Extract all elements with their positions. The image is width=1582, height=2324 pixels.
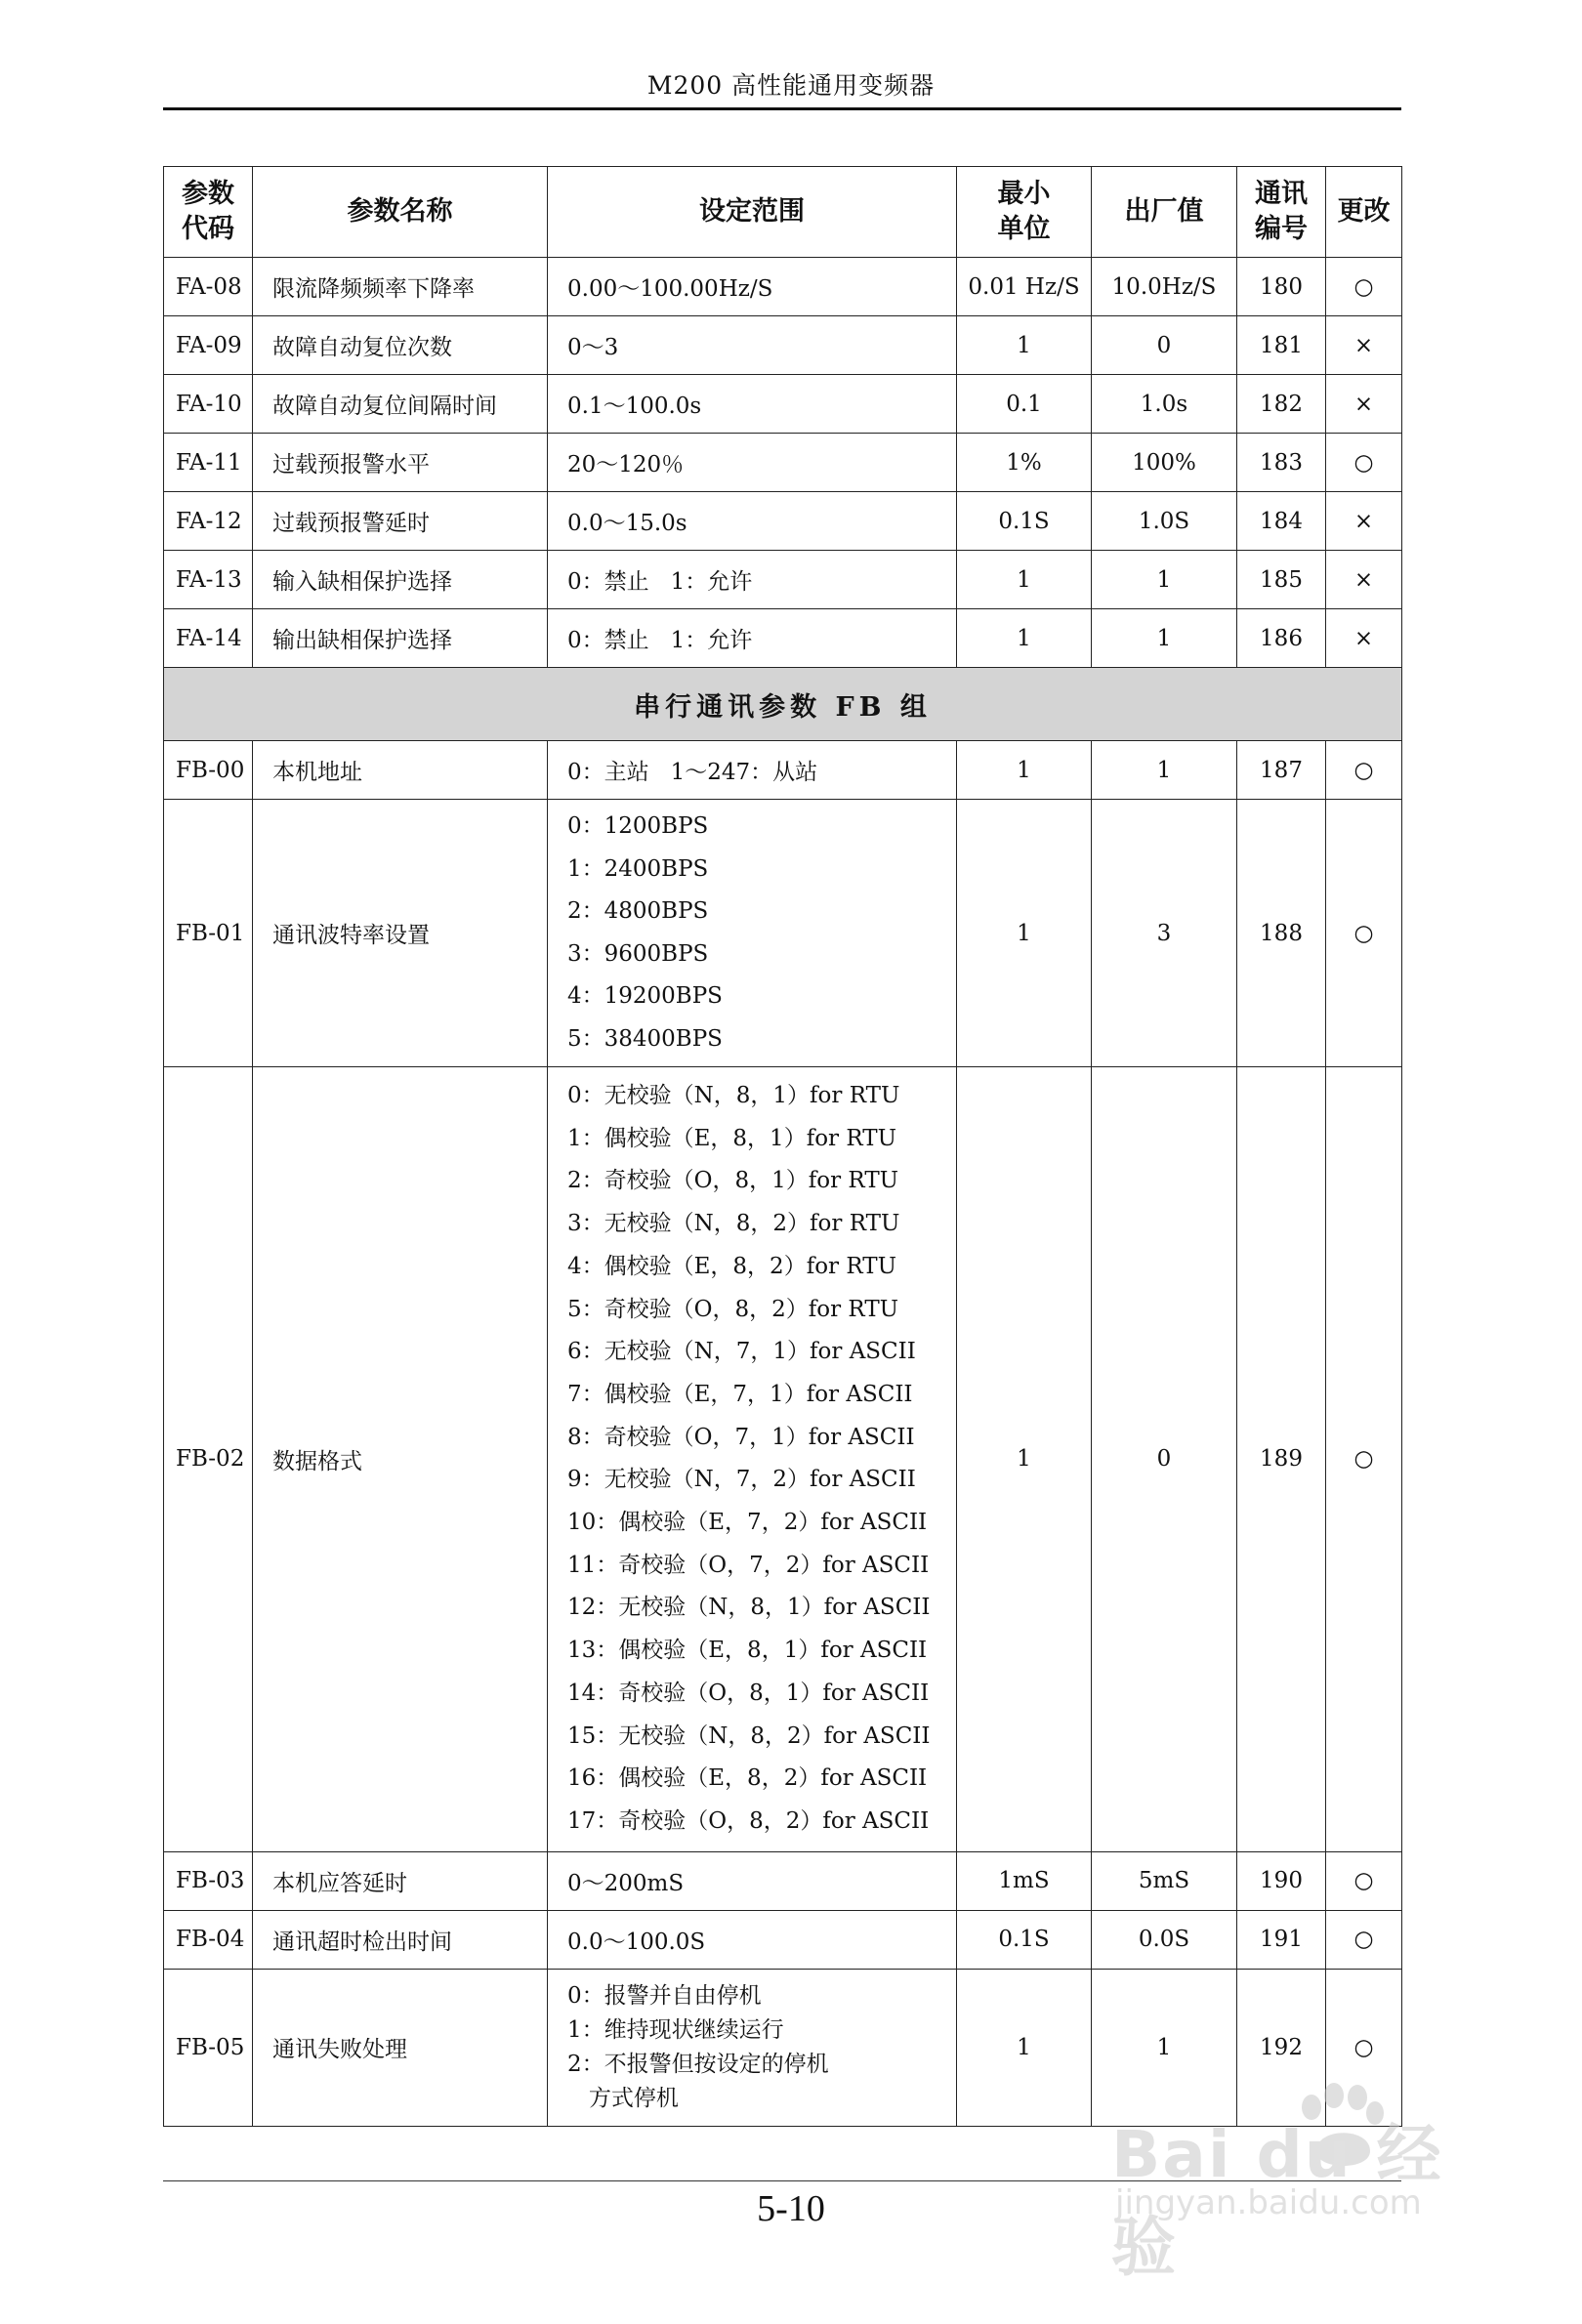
param-code: FA-08 — [164, 258, 253, 316]
param-name: 本机应答延时 — [253, 1851, 548, 1910]
param-range: 0.1～100.0s — [548, 375, 957, 434]
table-row — [164, 609, 1402, 668]
param-default: 1 — [1092, 551, 1237, 609]
param-comm-id: 186 — [1237, 609, 1326, 668]
option-item: 7：偶校验（E，7，1）for ASCII — [567, 1381, 913, 1407]
param-comm-id: 184 — [1237, 492, 1326, 551]
param-modify: ○ — [1326, 1851, 1402, 1910]
baidu-watermark — [1111, 2068, 1482, 2285]
option-item: 5：38400BPS — [567, 1025, 723, 1052]
option-item: 3：无校验（N，8，2）for RTU — [567, 1211, 900, 1237]
option-item: 4：偶校验（E，8，2）for RTU — [567, 1253, 896, 1279]
param-min-unit: 1% — [957, 434, 1092, 492]
param-comm-id: 183 — [1237, 434, 1326, 492]
page-header-title: M200 高性能通用变频器 — [646, 71, 936, 100]
param-comm-id: 191 — [1237, 1910, 1326, 1969]
param-comm-id: 180 — [1237, 258, 1326, 316]
param-range: 20～120％ — [548, 434, 957, 492]
param-min-unit: 0.01 Hz/S — [957, 258, 1092, 316]
option-item: 2：奇校验（O，8，1）for RTU — [567, 1168, 899, 1194]
option-item: 2：不报警但按设定的停机 — [567, 2051, 829, 2077]
param-min-unit: 1 — [957, 316, 1092, 375]
param-name: 过载预报警水平 — [253, 434, 548, 492]
param-modify: ○ — [1326, 434, 1402, 492]
header-comm-id: 通讯 编号 — [1237, 167, 1326, 258]
param-range: 0～200mS — [548, 1851, 957, 1910]
option-item: 14：奇校验（O，8，1）for ASCII — [567, 1680, 930, 1706]
table-row — [164, 492, 1402, 551]
param-modify: ○ — [1326, 1067, 1402, 1852]
param-modify: ○ — [1326, 1910, 1402, 1969]
param-comm-id: 190 — [1237, 1851, 1326, 1910]
table-row — [164, 1910, 1402, 1969]
option-item: 5：奇校验（O，8，2）for RTU — [567, 1296, 899, 1322]
option-item: 2：4800BPS — [567, 898, 709, 924]
param-default: 0 — [1092, 1067, 1237, 1852]
option-list — [567, 1067, 956, 1851]
param-range: 0.0～100.0S — [548, 1910, 957, 1969]
param-modify: × — [1326, 492, 1402, 551]
param-range: 0：主站 1～247：从站 — [548, 741, 957, 800]
param-modify: ○ — [1326, 1969, 1402, 2126]
param-min-unit: 1mS — [957, 1851, 1092, 1910]
param-name: 输入缺相保护选择 — [253, 551, 548, 609]
param-code: FB-05 — [164, 1969, 253, 2126]
table-header-row — [164, 167, 1402, 258]
parameter-table — [163, 166, 1402, 2127]
param-code: FA-14 — [164, 609, 253, 668]
header-default: 出厂值 — [1092, 167, 1237, 258]
param-range: 0：禁止 1：允许 — [548, 551, 957, 609]
param-code: FB-04 — [164, 1910, 253, 1969]
option-list — [567, 800, 956, 1066]
table-row — [164, 551, 1402, 609]
header-range: 设定范围 — [548, 167, 957, 258]
section-header-row — [164, 668, 1402, 741]
param-code: FB-01 — [164, 800, 253, 1067]
param-code: FB-00 — [164, 741, 253, 800]
option-item: 6：无校验（N，7，1）for ASCII — [567, 1339, 916, 1365]
table-row — [164, 375, 1402, 434]
table-row — [164, 1067, 1402, 1852]
watermark-brand: Bai du 经验 — [1111, 2117, 1443, 2285]
param-range — [548, 800, 957, 1067]
param-modify: ○ — [1326, 258, 1402, 316]
option-item: 8：奇校验（O，7，1）for ASCII — [567, 1424, 915, 1450]
param-min-unit: 1 — [957, 1067, 1092, 1852]
table-row — [164, 741, 1402, 800]
param-name: 限流降频频率下降率 — [253, 258, 548, 316]
option-item: 1：维持现状继续运行 — [567, 2016, 784, 2043]
param-comm-id: 185 — [1237, 551, 1326, 609]
param-comm-id: 188 — [1237, 800, 1326, 1067]
param-default: 1 — [1092, 741, 1237, 800]
watermark-url: jingyan.baidu.com — [1115, 2183, 1422, 2222]
param-default: 3 — [1092, 800, 1237, 1067]
param-modify: × — [1326, 609, 1402, 668]
option-item: 1：2400BPS — [567, 855, 709, 882]
option-item: 4：19200BPS — [567, 983, 723, 1009]
option-item: 11：奇校验（O，7，2）for ASCII — [567, 1552, 930, 1578]
param-modify: × — [1326, 316, 1402, 375]
param-min-unit: 1 — [957, 1969, 1092, 2126]
param-range: 0～3 — [548, 316, 957, 375]
param-code: FB-02 — [164, 1067, 253, 1852]
param-default: 1.0s — [1092, 375, 1237, 434]
param-range: 0：禁止 1：允许 — [548, 609, 957, 668]
header-modify: 更改 — [1326, 167, 1402, 258]
option-item: 方式停机 — [567, 2085, 679, 2111]
option-item: 16：偶校验（E，8，2）for ASCII — [567, 1765, 928, 1792]
param-default: 0.0S — [1092, 1910, 1237, 1969]
header-min-unit: 最小 单位 — [957, 167, 1092, 258]
table-row — [164, 800, 1402, 1067]
option-item: 1：偶校验（E，8，1）for RTU — [567, 1125, 896, 1151]
param-name: 通讯波特率设置 — [253, 800, 548, 1067]
param-min-unit: 1 — [957, 551, 1092, 609]
option-item: 0：报警并自由停机 — [567, 1982, 762, 2009]
param-min-unit: 1 — [957, 800, 1092, 1067]
param-default: 1.0S — [1092, 492, 1237, 551]
param-min-unit: 0.1 — [957, 375, 1092, 434]
param-range — [548, 1067, 957, 1852]
header-name: 参数名称 — [253, 167, 548, 258]
option-item: 12：无校验（N，8，1）for ASCII — [567, 1595, 931, 1621]
page-number: 5-10 — [757, 2188, 825, 2229]
param-min-unit: 1 — [957, 609, 1092, 668]
param-comm-id: 192 — [1237, 1969, 1326, 2126]
param-code: FA-12 — [164, 492, 253, 551]
param-default: 1 — [1092, 1969, 1237, 2126]
param-code: FA-13 — [164, 551, 253, 609]
param-default: 0 — [1092, 316, 1237, 375]
header-rule — [163, 107, 1401, 110]
param-code: FA-11 — [164, 434, 253, 492]
option-item: 0：无校验（N，8，1）for RTU — [567, 1083, 900, 1108]
param-name: 通讯超时检出时间 — [253, 1910, 548, 1969]
param-modify: × — [1326, 551, 1402, 609]
param-range: 0.00～100.00Hz/S — [548, 258, 957, 316]
param-modify: × — [1326, 375, 1402, 434]
param-modify: ○ — [1326, 800, 1402, 1067]
table-row — [164, 434, 1402, 492]
param-name: 过载预报警延时 — [253, 492, 548, 551]
header-code: 参数 代码 — [164, 167, 253, 258]
param-default: 5mS — [1092, 1851, 1237, 1910]
param-range — [548, 1969, 957, 2126]
param-comm-id: 181 — [1237, 316, 1326, 375]
param-code: FB-03 — [164, 1851, 253, 1910]
param-name: 输出缺相保护选择 — [253, 609, 548, 668]
param-default: 10.0Hz/S — [1092, 258, 1237, 316]
param-min-unit: 0.1S — [957, 1910, 1092, 1969]
option-item: 9：无校验（N，7，2）for ASCII — [567, 1467, 916, 1493]
param-code: FA-10 — [164, 375, 253, 434]
param-name: 故障自动复位间隔时间 — [253, 375, 548, 434]
param-name: 故障自动复位次数 — [253, 316, 548, 375]
param-min-unit: 0.1S — [957, 492, 1092, 551]
param-default: 1 — [1092, 609, 1237, 668]
param-default: 100% — [1092, 434, 1237, 492]
option-item: 17：奇校验（O，8，2）for ASCII — [567, 1807, 930, 1834]
param-name: 通讯失败处理 — [253, 1969, 548, 2126]
table-row — [164, 316, 1402, 375]
param-min-unit: 1 — [957, 741, 1092, 800]
option-item: 3：9600BPS — [567, 940, 709, 967]
param-name: 本机地址 — [253, 741, 548, 800]
option-item: 15：无校验（N，8，2）for ASCII — [567, 1722, 931, 1749]
option-item: 0：1200BPS — [567, 813, 709, 839]
param-modify: ○ — [1326, 741, 1402, 800]
section-title: 串行通讯参数 FB 组 — [164, 668, 1402, 741]
option-list — [567, 1970, 956, 2126]
param-comm-id: 187 — [1237, 741, 1326, 800]
param-comm-id: 189 — [1237, 1067, 1326, 1852]
param-code: FA-09 — [164, 316, 253, 375]
option-item: 10：偶校验（E，7，2）for ASCII — [567, 1510, 928, 1536]
param-name: 数据格式 — [253, 1067, 548, 1852]
param-range: 0.0～15.0s — [548, 492, 957, 551]
option-item: 13：偶校验（E，8，1）for ASCII — [567, 1638, 928, 1664]
table-row — [164, 258, 1402, 316]
table-row — [164, 1851, 1402, 1910]
param-comm-id: 182 — [1237, 375, 1326, 434]
